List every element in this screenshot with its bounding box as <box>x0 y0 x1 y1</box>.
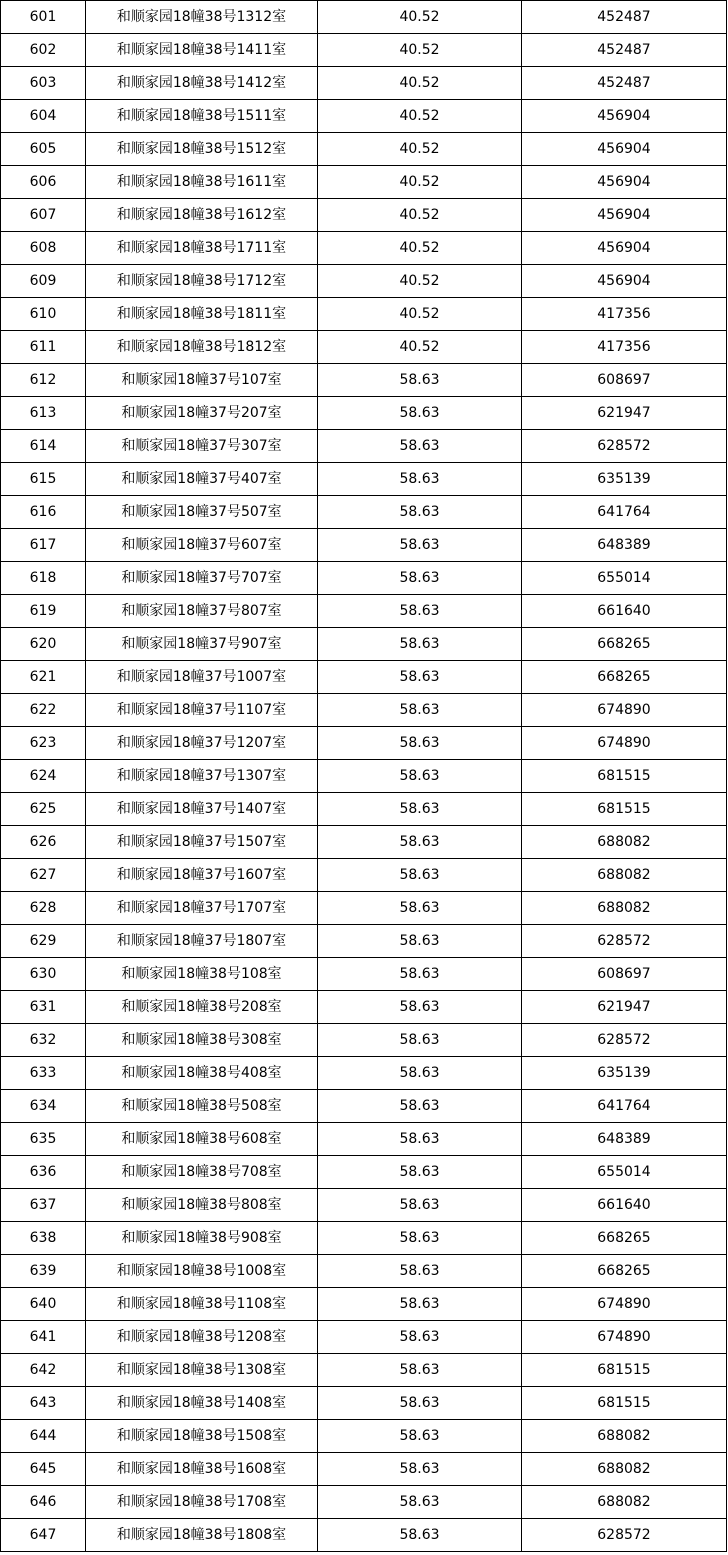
table-row <box>1 397 727 430</box>
room-address-cell: 和顺家园18幢38号608室 <box>86 1123 318 1156</box>
area-cell: 58.63 <box>318 1255 522 1288</box>
price-cell: 648389 <box>522 529 727 562</box>
room-address-cell: 和顺家园18幢38号1811室 <box>86 298 318 331</box>
area-cell: 40.52 <box>318 1 522 34</box>
price-cell: 641764 <box>522 496 727 529</box>
row-number-cell: 618 <box>1 562 86 595</box>
price-cell: 452487 <box>522 34 727 67</box>
area-cell: 58.63 <box>318 463 522 496</box>
row-number-cell: 614 <box>1 430 86 463</box>
table-row <box>1 892 727 925</box>
price-cell: 628572 <box>522 1024 727 1057</box>
table-body <box>1 1 727 1552</box>
row-number-cell: 601 <box>1 1 86 34</box>
row-number-cell: 634 <box>1 1090 86 1123</box>
area-cell: 58.63 <box>318 1156 522 1189</box>
price-cell: 674890 <box>522 1321 727 1354</box>
area-cell: 40.52 <box>318 298 522 331</box>
area-cell: 58.63 <box>318 364 522 397</box>
area-cell: 58.63 <box>318 595 522 628</box>
table-row <box>1 793 727 826</box>
room-address-cell: 和顺家园18幢37号507室 <box>86 496 318 529</box>
area-cell: 58.63 <box>318 529 522 562</box>
area-cell: 58.63 <box>318 1321 522 1354</box>
price-cell: 688082 <box>522 1453 727 1486</box>
room-address-cell: 和顺家园18幢38号1312室 <box>86 1 318 34</box>
table-row <box>1 1486 727 1519</box>
area-cell: 58.63 <box>318 1354 522 1387</box>
area-cell: 58.63 <box>318 694 522 727</box>
price-cell: 648389 <box>522 1123 727 1156</box>
area-cell: 58.63 <box>318 1486 522 1519</box>
row-number-cell: 641 <box>1 1321 86 1354</box>
price-cell: 456904 <box>522 166 727 199</box>
area-cell: 58.63 <box>318 1519 522 1552</box>
row-number-cell: 605 <box>1 133 86 166</box>
room-address-cell: 和顺家园18幢37号107室 <box>86 364 318 397</box>
price-cell: 417356 <box>522 331 727 364</box>
table-row <box>1 1156 727 1189</box>
room-address-cell: 和顺家园18幢38号708室 <box>86 1156 318 1189</box>
room-address-cell: 和顺家园18幢37号1307室 <box>86 760 318 793</box>
table-row <box>1 661 727 694</box>
table-row <box>1 1090 727 1123</box>
row-number-cell: 637 <box>1 1189 86 1222</box>
price-cell: 688082 <box>522 892 727 925</box>
row-number-cell: 642 <box>1 1354 86 1387</box>
price-cell: 668265 <box>522 661 727 694</box>
price-cell: 608697 <box>522 364 727 397</box>
price-cell: 668265 <box>522 628 727 661</box>
row-number-cell: 645 <box>1 1453 86 1486</box>
table-row <box>1 925 727 958</box>
room-address-cell: 和顺家园18幢38号1812室 <box>86 331 318 364</box>
table-row <box>1 232 727 265</box>
area-cell: 58.63 <box>318 826 522 859</box>
table-row <box>1 991 727 1024</box>
area-cell: 58.63 <box>318 925 522 958</box>
table-row <box>1 100 727 133</box>
area-cell: 58.63 <box>318 727 522 760</box>
area-cell: 58.63 <box>318 496 522 529</box>
row-number-cell: 612 <box>1 364 86 397</box>
area-cell: 58.63 <box>318 661 522 694</box>
price-cell: 674890 <box>522 1288 727 1321</box>
table-row <box>1 595 727 628</box>
price-cell: 681515 <box>522 760 727 793</box>
table-row <box>1 166 727 199</box>
price-cell: 661640 <box>522 595 727 628</box>
room-address-cell: 和顺家园18幢38号908室 <box>86 1222 318 1255</box>
row-number-cell: 636 <box>1 1156 86 1189</box>
room-address-cell: 和顺家园18幢38号1008室 <box>86 1255 318 1288</box>
row-number-cell: 620 <box>1 628 86 661</box>
room-address-cell: 和顺家园18幢37号907室 <box>86 628 318 661</box>
row-number-cell: 625 <box>1 793 86 826</box>
table-row <box>1 1354 727 1387</box>
area-cell: 40.52 <box>318 133 522 166</box>
area-cell: 58.63 <box>318 793 522 826</box>
room-address-cell: 和顺家园18幢38号208室 <box>86 991 318 1024</box>
area-cell: 58.63 <box>318 430 522 463</box>
area-cell: 40.52 <box>318 331 522 364</box>
area-cell: 58.63 <box>318 760 522 793</box>
row-number-cell: 604 <box>1 100 86 133</box>
row-number-cell: 626 <box>1 826 86 859</box>
room-address-cell: 和顺家园18幢38号1511室 <box>86 100 318 133</box>
price-cell: 621947 <box>522 991 727 1024</box>
room-address-cell: 和顺家园18幢37号1207室 <box>86 727 318 760</box>
room-address-cell: 和顺家园18幢37号1107室 <box>86 694 318 727</box>
price-cell: 456904 <box>522 133 727 166</box>
table-row <box>1 298 727 331</box>
area-cell: 58.63 <box>318 397 522 430</box>
row-number-cell: 632 <box>1 1024 86 1057</box>
table-row <box>1 760 727 793</box>
price-cell: 661640 <box>522 1189 727 1222</box>
row-number-cell: 608 <box>1 232 86 265</box>
price-cell: 688082 <box>522 1486 727 1519</box>
price-cell: 456904 <box>522 100 727 133</box>
row-number-cell: 609 <box>1 265 86 298</box>
price-cell: 688082 <box>522 859 727 892</box>
row-number-cell: 646 <box>1 1486 86 1519</box>
table-row <box>1 727 727 760</box>
table-row <box>1 859 727 892</box>
price-cell: 668265 <box>522 1255 727 1288</box>
row-number-cell: 647 <box>1 1519 86 1552</box>
row-number-cell: 606 <box>1 166 86 199</box>
room-address-cell: 和顺家园18幢38号1608室 <box>86 1453 318 1486</box>
room-address-cell: 和顺家园18幢37号207室 <box>86 397 318 430</box>
area-cell: 40.52 <box>318 166 522 199</box>
table-row <box>1 430 727 463</box>
area-cell: 58.63 <box>318 859 522 892</box>
table-row <box>1 496 727 529</box>
row-number-cell: 639 <box>1 1255 86 1288</box>
area-cell: 58.63 <box>318 628 522 661</box>
price-cell: 655014 <box>522 1156 727 1189</box>
area-cell: 58.63 <box>318 1123 522 1156</box>
table-row <box>1 1387 727 1420</box>
area-cell: 58.63 <box>318 1420 522 1453</box>
row-number-cell: 643 <box>1 1387 86 1420</box>
price-cell: 688082 <box>522 1420 727 1453</box>
table-row <box>1 1024 727 1057</box>
area-cell: 40.52 <box>318 100 522 133</box>
area-cell: 58.63 <box>318 1222 522 1255</box>
row-number-cell: 629 <box>1 925 86 958</box>
price-cell: 452487 <box>522 1 727 34</box>
room-address-cell: 和顺家园18幢38号408室 <box>86 1057 318 1090</box>
area-cell: 58.63 <box>318 1090 522 1123</box>
price-cell: 681515 <box>522 793 727 826</box>
area-cell: 58.63 <box>318 892 522 925</box>
area-cell: 58.63 <box>318 991 522 1024</box>
table-row <box>1 529 727 562</box>
area-cell: 40.52 <box>318 232 522 265</box>
room-address-cell: 和顺家园18幢38号1611室 <box>86 166 318 199</box>
price-cell: 681515 <box>522 1387 727 1420</box>
area-cell: 58.63 <box>318 562 522 595</box>
room-address-cell: 和顺家园18幢38号1712室 <box>86 265 318 298</box>
area-cell: 40.52 <box>318 67 522 100</box>
row-number-cell: 613 <box>1 397 86 430</box>
row-number-cell: 617 <box>1 529 86 562</box>
area-cell: 40.52 <box>318 199 522 232</box>
row-number-cell: 607 <box>1 199 86 232</box>
row-number-cell: 633 <box>1 1057 86 1090</box>
price-cell: 628572 <box>522 1519 727 1552</box>
row-number-cell: 623 <box>1 727 86 760</box>
row-number-cell: 615 <box>1 463 86 496</box>
table-row <box>1 958 727 991</box>
table-row <box>1 1519 727 1552</box>
room-address-cell: 和顺家园18幢37号1807室 <box>86 925 318 958</box>
table-row <box>1 364 727 397</box>
room-address-cell: 和顺家园18幢38号1108室 <box>86 1288 318 1321</box>
room-address-cell: 和顺家园18幢37号307室 <box>86 430 318 463</box>
room-address-cell: 和顺家园18幢37号1407室 <box>86 793 318 826</box>
table-row <box>1 694 727 727</box>
row-number-cell: 621 <box>1 661 86 694</box>
table-row <box>1 1189 727 1222</box>
price-cell: 417356 <box>522 298 727 331</box>
table-row <box>1 1222 727 1255</box>
row-number-cell: 627 <box>1 859 86 892</box>
room-address-cell: 和顺家园18幢38号1412室 <box>86 67 318 100</box>
row-number-cell: 603 <box>1 67 86 100</box>
table-row <box>1 1 727 34</box>
room-address-cell: 和顺家园18幢38号108室 <box>86 958 318 991</box>
table-row <box>1 1255 727 1288</box>
price-cell: 621947 <box>522 397 727 430</box>
price-cell: 668265 <box>522 1222 727 1255</box>
table-row <box>1 1057 727 1090</box>
price-cell: 681515 <box>522 1354 727 1387</box>
room-address-cell: 和顺家园18幢38号808室 <box>86 1189 318 1222</box>
area-cell: 40.52 <box>318 34 522 67</box>
table-row <box>1 34 727 67</box>
price-cell: 641764 <box>522 1090 727 1123</box>
table-row <box>1 1453 727 1486</box>
table-row <box>1 628 727 661</box>
room-address-cell: 和顺家园18幢38号1411室 <box>86 34 318 67</box>
room-address-cell: 和顺家园18幢38号1308室 <box>86 1354 318 1387</box>
row-number-cell: 610 <box>1 298 86 331</box>
area-cell: 58.63 <box>318 1288 522 1321</box>
room-address-cell: 和顺家园18幢38号1708室 <box>86 1486 318 1519</box>
area-cell: 58.63 <box>318 1189 522 1222</box>
row-number-cell: 631 <box>1 991 86 1024</box>
price-cell: 456904 <box>522 232 727 265</box>
room-address-cell: 和顺家园18幢38号508室 <box>86 1090 318 1123</box>
row-number-cell: 616 <box>1 496 86 529</box>
table-row <box>1 463 727 496</box>
room-address-cell: 和顺家园18幢37号1007室 <box>86 661 318 694</box>
row-number-cell: 630 <box>1 958 86 991</box>
price-cell: 628572 <box>522 925 727 958</box>
room-address-cell: 和顺家园18幢38号1612室 <box>86 199 318 232</box>
price-cell: 674890 <box>522 694 727 727</box>
row-number-cell: 611 <box>1 331 86 364</box>
row-number-cell: 602 <box>1 34 86 67</box>
price-cell: 655014 <box>522 562 727 595</box>
table-row <box>1 1288 727 1321</box>
price-cell: 688082 <box>522 826 727 859</box>
area-cell: 58.63 <box>318 1387 522 1420</box>
row-number-cell: 635 <box>1 1123 86 1156</box>
row-number-cell: 644 <box>1 1420 86 1453</box>
table-row <box>1 1420 727 1453</box>
price-cell: 635139 <box>522 463 727 496</box>
table-row <box>1 826 727 859</box>
table-row <box>1 199 727 232</box>
room-address-cell: 和顺家园18幢37号807室 <box>86 595 318 628</box>
price-cell: 608697 <box>522 958 727 991</box>
table-row <box>1 562 727 595</box>
area-cell: 58.63 <box>318 1057 522 1090</box>
table-row <box>1 331 727 364</box>
area-cell: 58.63 <box>318 1453 522 1486</box>
room-address-cell: 和顺家园18幢38号1711室 <box>86 232 318 265</box>
room-address-cell: 和顺家园18幢38号1508室 <box>86 1420 318 1453</box>
room-address-cell: 和顺家园18幢38号1408室 <box>86 1387 318 1420</box>
row-number-cell: 622 <box>1 694 86 727</box>
price-cell: 674890 <box>522 727 727 760</box>
room-address-cell: 和顺家园18幢38号308室 <box>86 1024 318 1057</box>
area-cell: 58.63 <box>318 958 522 991</box>
row-number-cell: 640 <box>1 1288 86 1321</box>
room-address-cell: 和顺家园18幢38号1808室 <box>86 1519 318 1552</box>
room-address-cell: 和顺家园18幢37号1707室 <box>86 892 318 925</box>
room-address-cell: 和顺家园18幢37号1507室 <box>86 826 318 859</box>
table-row <box>1 67 727 100</box>
table-row <box>1 1321 727 1354</box>
area-cell: 40.52 <box>318 265 522 298</box>
price-cell: 456904 <box>522 265 727 298</box>
table-row <box>1 265 727 298</box>
price-cell: 452487 <box>522 67 727 100</box>
room-address-cell: 和顺家园18幢38号1208室 <box>86 1321 318 1354</box>
price-cell: 456904 <box>522 199 727 232</box>
row-number-cell: 619 <box>1 595 86 628</box>
table-row <box>1 133 727 166</box>
room-address-cell: 和顺家园18幢37号407室 <box>86 463 318 496</box>
row-number-cell: 628 <box>1 892 86 925</box>
room-address-cell: 和顺家园18幢37号607室 <box>86 529 318 562</box>
area-cell: 58.63 <box>318 1024 522 1057</box>
price-cell: 635139 <box>522 1057 727 1090</box>
room-address-cell: 和顺家园18幢38号1512室 <box>86 133 318 166</box>
room-address-cell: 和顺家园18幢37号1607室 <box>86 859 318 892</box>
row-number-cell: 624 <box>1 760 86 793</box>
room-address-cell: 和顺家园18幢37号707室 <box>86 562 318 595</box>
row-number-cell: 638 <box>1 1222 86 1255</box>
table-row <box>1 1123 727 1156</box>
price-cell: 628572 <box>522 430 727 463</box>
